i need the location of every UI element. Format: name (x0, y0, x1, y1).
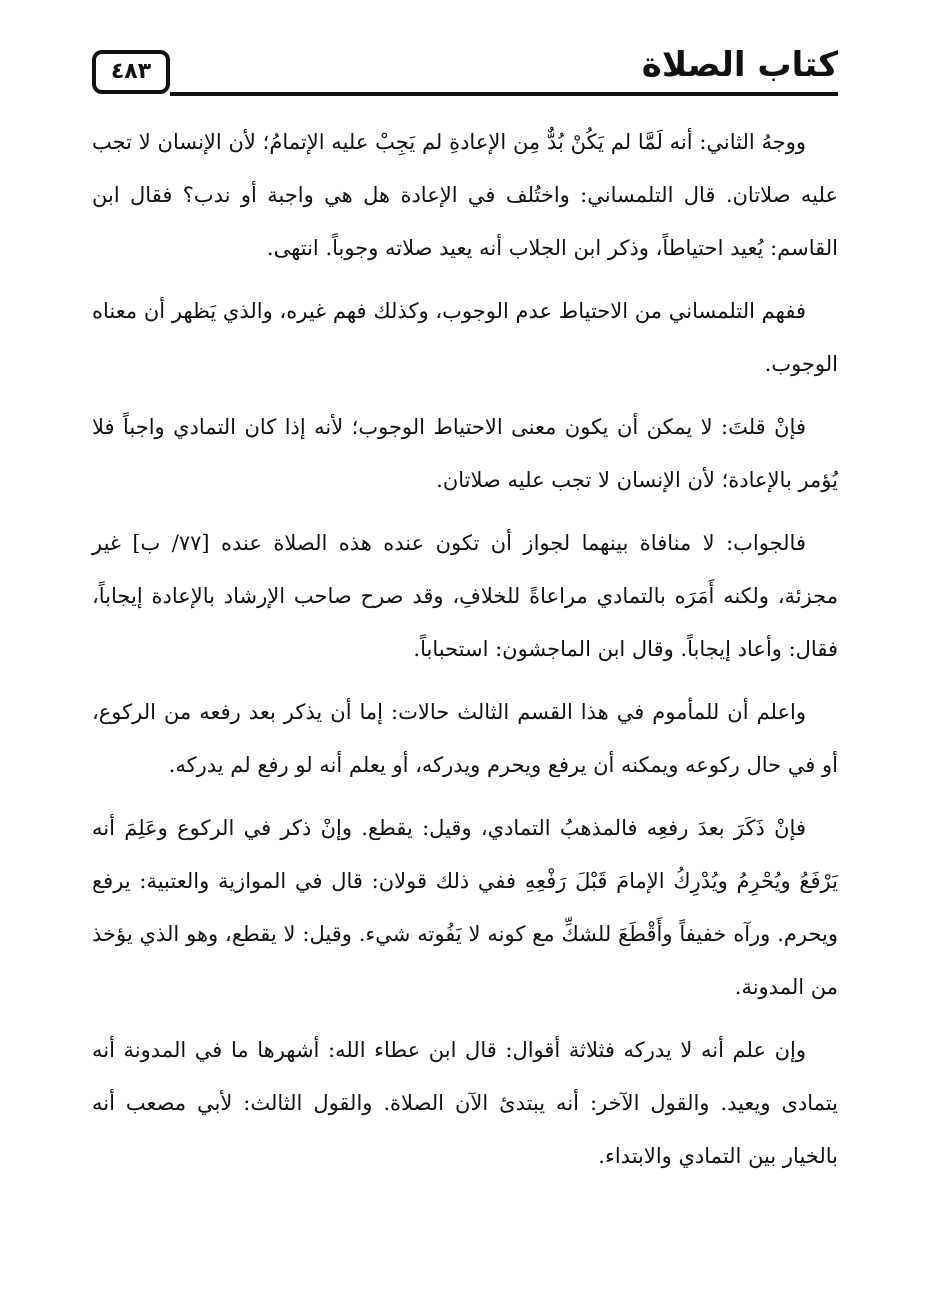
paragraph: فإنْ قلتَ: لا يمكن أن يكون معنى الاحتياط الوجوب؛ لأنه إذا كان التمادي واجباً فلا يُؤمر بالإعادة؛ لأن الإنسان لا تجب عليه صلاتان. (92, 415, 838, 492)
page-header (92, 40, 838, 102)
paragraph: فإنْ ذَكَرَ بعدَ رفعِه فالمذهبُ التمادي، وقيل: يقطع. وإنْ ذكر في الركوع وعَلِمَ أنه يَرْفَعُ ويُحْرِمُ ويُدْرِكُ الإمامَ قَبْلَ رَفْعِهِ ففي ذلك قولان: قال في الموازية والعتبية: يرفع ويحرم. ورآه خفيفاً وأَقْطَعَ للشكِّ مع كونه لا يَفُوته شيء. وقيل: لا يقطع، وهو الذي يؤخذ من المدونة. (92, 816, 838, 999)
paragraph: ففهم التلمساني من الاحتياط عدم الوجوب، وكذلك فهم غيره، والذي يَظهر أن معناه الوجوب. (92, 299, 838, 376)
header-rule (170, 92, 838, 96)
paragraph: واعلم أن للمأموم في هذا القسم الثالث حالات: إما أن يذكر بعد رفعه من الركوع، أو في حال ركوعه ويمكنه أن يرفع ويحرم ويدركه، أو يعلم أنه لو رفع لم يدركه. (92, 700, 838, 777)
book-title: كتاب الصلاة (641, 45, 838, 85)
paragraph: وإن علم أنه لا يدركه فثلاثة أقوال: قال ابن عطاء الله: أشهرها ما في المدونة أنه يتمادى ويعيد. والقول الآخر: أنه يبتدئ الآن الصلاة. والقول الثالث: لأبي مصعب أنه بالخيار بين التمادي والابتداء. (92, 1038, 838, 1168)
page-body (92, 116, 838, 1193)
page-number: ٤٨٣ (92, 50, 170, 94)
paragraph: ووجهُ الثاني: أنه لَمَّا لم يَكُنْ بُدٌّ مِن الإعادةِ لم يَجِبْ عليه الإتمامُ؛ لأن الإنسان لا تجب عليه صلاتان. قال التلمساني: واختُلف في الإعادة هل هي واجبة أو ندب؟ فقال ابن القاسم: يُعيد احتياطاً، وذكر ابن الجلاب أنه يعيد صلاته وجوباً. انتهى. (92, 130, 838, 260)
paragraph: فالجواب: لا منافاة بينهما لجواز أن تكون عنده هذه الصلاة عنده [٧٧/ ب] غير مجزئة، ولكنه أَمَرَه بالتمادي مراعاةً للخلافِ، وقد صرح صاحب الإرشاد بالإعادة إيجاباً، فقال: وأعاد إيجاباً. وقال ابن الماجشون: استحباباً. (92, 531, 838, 661)
